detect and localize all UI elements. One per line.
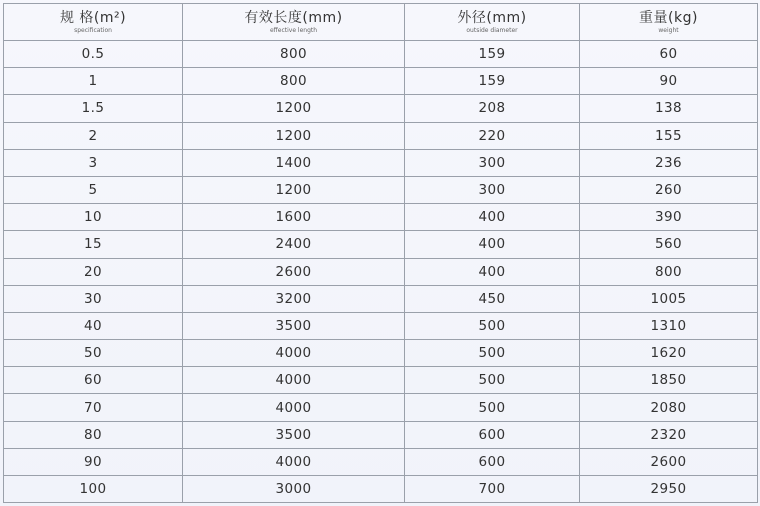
table-row bbox=[4, 122, 758, 149]
header-effective-length-sublabel: effective length bbox=[269, 26, 318, 34]
specification-table bbox=[3, 3, 758, 503]
cell-weight: 60 bbox=[580, 41, 758, 68]
cell-outside-diameter: 220 bbox=[405, 122, 580, 149]
cell-effective-length: 2400 bbox=[183, 231, 405, 258]
cell-weight: 800 bbox=[580, 258, 758, 285]
table-header-row bbox=[4, 4, 758, 41]
cell-outside-diameter: 500 bbox=[405, 340, 580, 367]
header-specification-label: 规 格(m²) bbox=[59, 9, 127, 26]
cell-specification: 100 bbox=[4, 476, 183, 503]
cell-weight: 390 bbox=[580, 204, 758, 231]
table-row bbox=[4, 421, 758, 448]
header-effective-length bbox=[183, 4, 405, 41]
cell-effective-length: 1200 bbox=[183, 95, 405, 122]
cell-effective-length: 1400 bbox=[183, 149, 405, 176]
cell-specification: 30 bbox=[4, 285, 183, 312]
cell-effective-length: 4000 bbox=[183, 367, 405, 394]
table-row bbox=[4, 394, 758, 421]
cell-outside-diameter: 159 bbox=[405, 41, 580, 68]
cell-outside-diameter: 600 bbox=[405, 448, 580, 475]
header-specification-sublabel: specification bbox=[74, 26, 112, 34]
cell-outside-diameter: 400 bbox=[405, 258, 580, 285]
cell-specification: 10 bbox=[4, 204, 183, 231]
cell-specification: 40 bbox=[4, 312, 183, 339]
cell-weight: 90 bbox=[580, 68, 758, 95]
header-outside-diameter-sublabel: outside diameter bbox=[466, 26, 518, 34]
cell-effective-length: 1600 bbox=[183, 204, 405, 231]
cell-effective-length: 3000 bbox=[183, 476, 405, 503]
cell-outside-diameter: 400 bbox=[405, 204, 580, 231]
cell-effective-length: 4000 bbox=[183, 394, 405, 421]
cell-weight: 236 bbox=[580, 149, 758, 176]
cell-weight: 260 bbox=[580, 176, 758, 203]
cell-specification: 90 bbox=[4, 448, 183, 475]
cell-specification: 20 bbox=[4, 258, 183, 285]
cell-outside-diameter: 450 bbox=[405, 285, 580, 312]
table-row bbox=[4, 312, 758, 339]
cell-specification: 5 bbox=[4, 176, 183, 203]
cell-weight: 2080 bbox=[580, 394, 758, 421]
cell-effective-length: 3200 bbox=[183, 285, 405, 312]
cell-effective-length: 4000 bbox=[183, 448, 405, 475]
cell-weight: 1620 bbox=[580, 340, 758, 367]
table-row bbox=[4, 340, 758, 367]
cell-outside-diameter: 159 bbox=[405, 68, 580, 95]
table-row bbox=[4, 204, 758, 231]
table-row bbox=[4, 476, 758, 503]
cell-weight: 1310 bbox=[580, 312, 758, 339]
table-row bbox=[4, 41, 758, 68]
cell-outside-diameter: 600 bbox=[405, 421, 580, 448]
cell-specification: 1 bbox=[4, 68, 183, 95]
header-outside-diameter-label: 外径(mm) bbox=[457, 9, 527, 26]
cell-specification: 60 bbox=[4, 367, 183, 394]
cell-specification: 50 bbox=[4, 340, 183, 367]
table-body bbox=[4, 41, 758, 503]
cell-outside-diameter: 208 bbox=[405, 95, 580, 122]
table-row bbox=[4, 95, 758, 122]
cell-specification: 80 bbox=[4, 421, 183, 448]
cell-effective-length: 800 bbox=[183, 41, 405, 68]
cell-outside-diameter: 300 bbox=[405, 176, 580, 203]
table-row bbox=[4, 231, 758, 258]
table-row bbox=[4, 367, 758, 394]
cell-outside-diameter: 300 bbox=[405, 149, 580, 176]
header-weight-sublabel: weight bbox=[658, 26, 679, 34]
cell-specification: 2 bbox=[4, 122, 183, 149]
table-row bbox=[4, 176, 758, 203]
cell-effective-length: 3500 bbox=[183, 312, 405, 339]
cell-weight: 2320 bbox=[580, 421, 758, 448]
cell-weight: 1005 bbox=[580, 285, 758, 312]
cell-specification: 1.5 bbox=[4, 95, 183, 122]
cell-weight: 2950 bbox=[580, 476, 758, 503]
header-specification bbox=[4, 4, 183, 41]
cell-weight: 560 bbox=[580, 231, 758, 258]
cell-effective-length: 1200 bbox=[183, 176, 405, 203]
cell-outside-diameter: 400 bbox=[405, 231, 580, 258]
cell-specification: 3 bbox=[4, 149, 183, 176]
cell-weight: 2600 bbox=[580, 448, 758, 475]
cell-weight: 138 bbox=[580, 95, 758, 122]
header-outside-diameter bbox=[405, 4, 580, 41]
header-weight-label: 重量(kg) bbox=[639, 9, 698, 26]
table-row bbox=[4, 448, 758, 475]
cell-outside-diameter: 500 bbox=[405, 367, 580, 394]
cell-weight: 155 bbox=[580, 122, 758, 149]
header-effective-length-label: 有效长度(mm) bbox=[244, 9, 343, 26]
table-row bbox=[4, 258, 758, 285]
table-row bbox=[4, 285, 758, 312]
cell-effective-length: 1200 bbox=[183, 122, 405, 149]
cell-effective-length: 800 bbox=[183, 68, 405, 95]
table-row bbox=[4, 149, 758, 176]
cell-weight: 1850 bbox=[580, 367, 758, 394]
cell-outside-diameter: 700 bbox=[405, 476, 580, 503]
cell-effective-length: 3500 bbox=[183, 421, 405, 448]
cell-specification: 0.5 bbox=[4, 41, 183, 68]
cell-specification: 70 bbox=[4, 394, 183, 421]
cell-effective-length: 2600 bbox=[183, 258, 405, 285]
cell-specification: 15 bbox=[4, 231, 183, 258]
cell-outside-diameter: 500 bbox=[405, 312, 580, 339]
cell-effective-length: 4000 bbox=[183, 340, 405, 367]
table-row bbox=[4, 68, 758, 95]
cell-outside-diameter: 500 bbox=[405, 394, 580, 421]
header-weight bbox=[580, 4, 758, 41]
